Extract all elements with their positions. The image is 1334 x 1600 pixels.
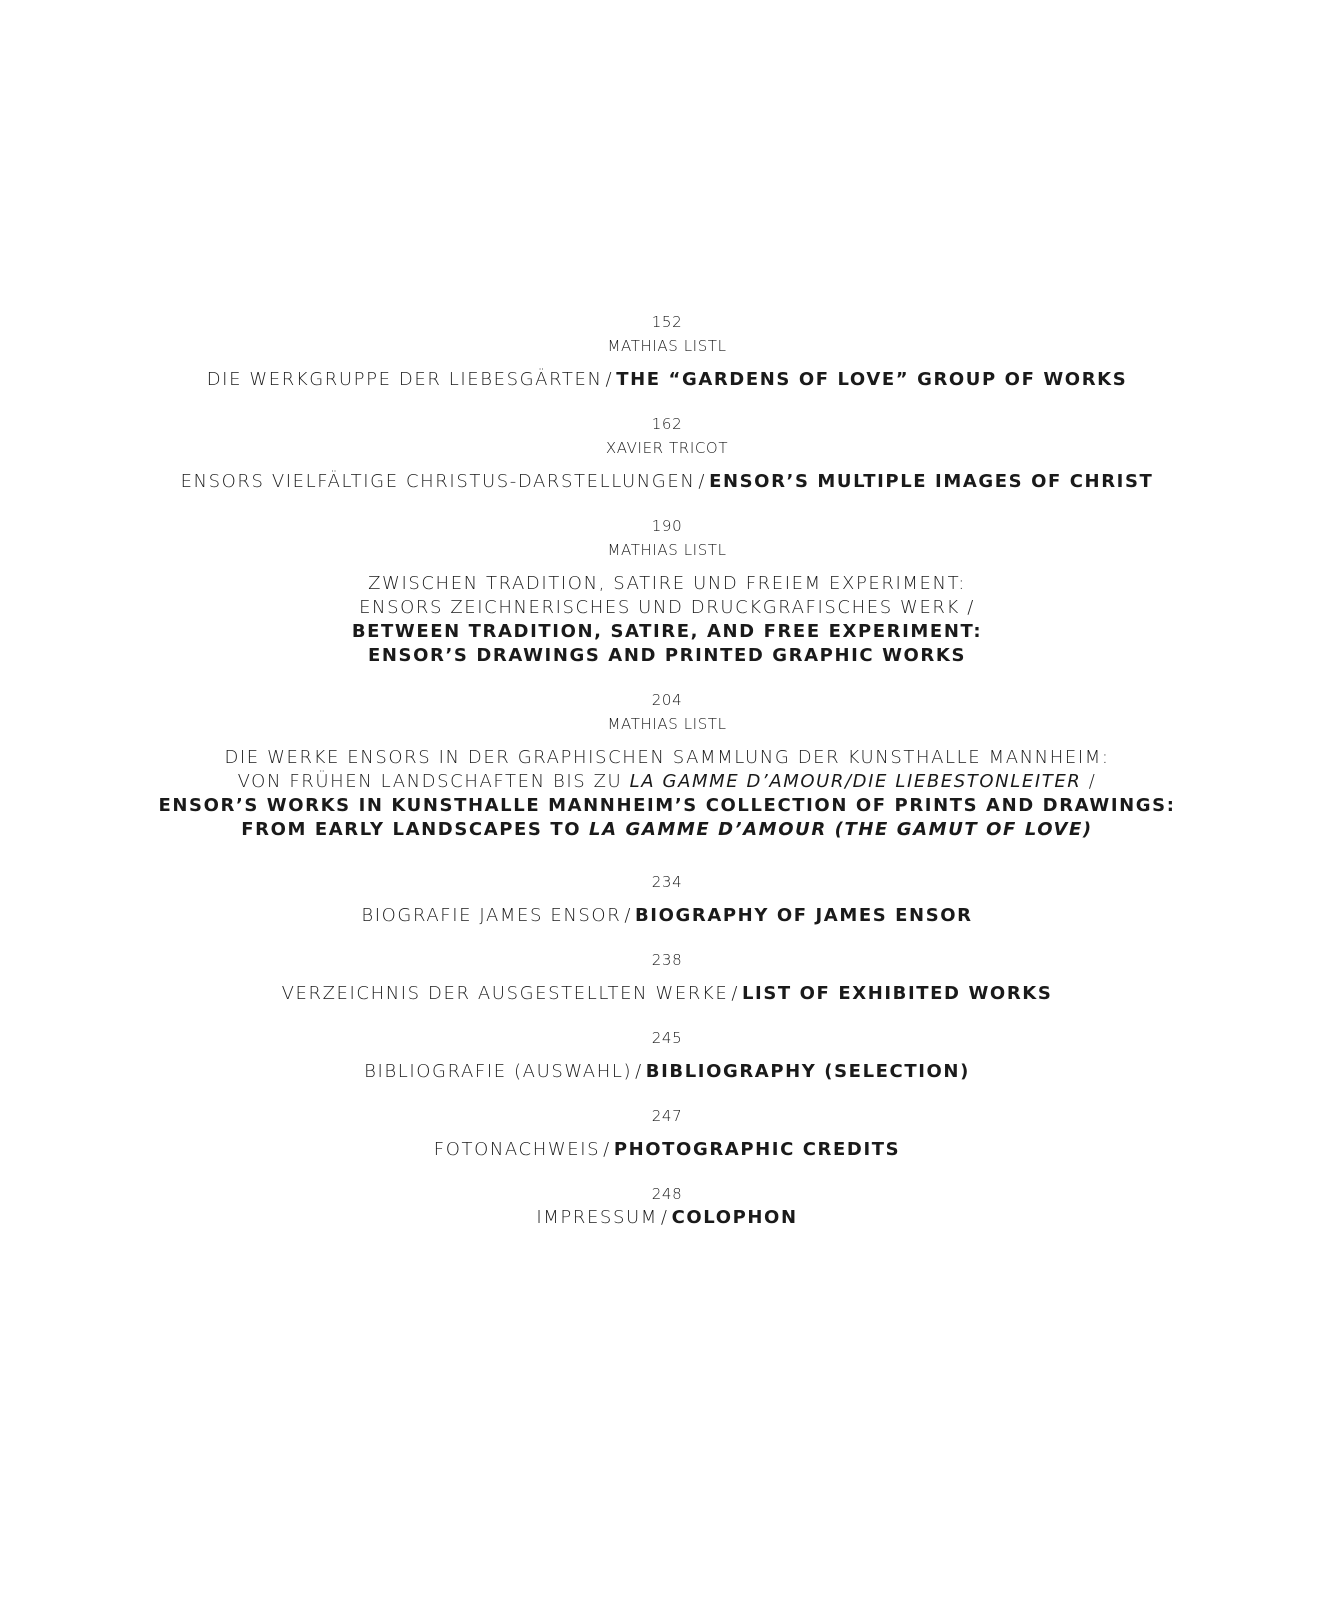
title-german: BIBLIOGRAFIE (AUSWAHL) bbox=[364, 1061, 633, 1082]
page-number: 152 bbox=[651, 313, 683, 331]
author-name: MATHIAS LISTL bbox=[607, 715, 727, 733]
title-english: LIST OF EXHIBITED WORKS bbox=[741, 983, 1053, 1004]
entry-title bbox=[0, 368, 1334, 392]
title-english: BIOGRAPHY OF JAMES ENSOR bbox=[634, 905, 973, 926]
title-german-line-1: DIE WERKE ENSORS IN DER GRAPHISCHEN SAMMLUNG DER KUNSTHALLE MANNHEIM: bbox=[224, 747, 1110, 768]
title-separator: / bbox=[731, 983, 739, 1004]
title-english: THE “GARDENS OF LOVE” GROUP OF WORKS bbox=[616, 369, 1128, 390]
title-english-line-1: ENSOR’S WORKS IN KUNSTHALLE MANNHEIM’S COLLECTION OF PRINTS AND DRAWINGS: bbox=[158, 795, 1176, 816]
title-english-line-2 bbox=[0, 818, 1334, 842]
title-german-line-2: ENSORS ZEICHNERISCHES UND DRUCKGRAFISCHES WERK / bbox=[359, 597, 975, 618]
page-number: 204 bbox=[651, 691, 683, 709]
title-english: PHOTOGRAPHIC CREDITS bbox=[613, 1139, 901, 1160]
title-german-line-2-italic: LA GAMME D’AMOUR/DIE LIEBESTONLEITER bbox=[629, 771, 1082, 792]
entry-title bbox=[0, 982, 1334, 1006]
title-english-line-1: BETWEEN TRADITION, SATIRE, AND FREE EXPERIMENT: bbox=[351, 621, 983, 642]
page-number: 248 bbox=[651, 1185, 683, 1203]
title-german: BIOGRAFIE JAMES ENSOR bbox=[361, 905, 622, 926]
title-english: COLOPHON bbox=[671, 1207, 798, 1228]
page-number: 238 bbox=[651, 951, 683, 969]
toc-entry-190 bbox=[0, 514, 1334, 668]
title-separator: / bbox=[603, 1139, 611, 1160]
title-german: ENSORS VIELFÄLTIGE CHRISTUS-DARSTELLUNGEN bbox=[180, 471, 696, 492]
title-german-line-2 bbox=[0, 770, 1334, 794]
entry-title bbox=[0, 746, 1334, 842]
toc-entry-245 bbox=[0, 1026, 1334, 1084]
entry-title bbox=[0, 1060, 1334, 1084]
title-english: ENSOR’S MULTIPLE IMAGES OF CHRIST bbox=[709, 471, 1154, 492]
title-separator: / bbox=[660, 1207, 669, 1228]
title-german: VERZEICHNIS DER AUSGESTELLTEN WERKE bbox=[281, 983, 729, 1004]
title-german: DIE WERKGRUPPE DER LIEBESGÄRTEN bbox=[206, 369, 603, 390]
title-german: FOTONACHWEIS bbox=[433, 1139, 601, 1160]
toc-entry-238 bbox=[0, 948, 1334, 1006]
title-english-line-2-italic: LA GAMME D’AMOUR (THE GAMUT OF LOVE) bbox=[589, 819, 1093, 840]
page-number: 247 bbox=[651, 1107, 683, 1125]
title-separator: / bbox=[635, 1061, 643, 1082]
title-german-line-1: ZWISCHEN TRADITION, SATIRE UND FREIEM EXPERIMENT: bbox=[368, 573, 966, 594]
entry-title bbox=[0, 572, 1334, 668]
title-separator: / bbox=[698, 471, 707, 492]
title-english-line-2: ENSOR’S DRAWINGS AND PRINTED GRAPHIC WORKS bbox=[367, 645, 967, 666]
title-separator: / bbox=[605, 369, 614, 390]
toc-entry-234 bbox=[0, 870, 1334, 928]
toc-entry-152 bbox=[0, 310, 1334, 392]
toc-entry-247 bbox=[0, 1104, 1334, 1162]
toc-entry-162 bbox=[0, 412, 1334, 494]
title-german-line-2-end: / bbox=[1081, 771, 1097, 792]
entry-title bbox=[0, 1138, 1334, 1162]
title-german-line-2-text: VON FRÜHEN LANDSCHAFTEN BIS ZU bbox=[237, 771, 630, 792]
title-separator: / bbox=[624, 905, 632, 926]
page-number: 162 bbox=[651, 415, 683, 433]
entry-title bbox=[0, 1206, 1334, 1230]
table-of-contents bbox=[0, 310, 1334, 1230]
page-number: 245 bbox=[651, 1029, 683, 1047]
author-name: MATHIAS LISTL bbox=[607, 337, 727, 355]
title-english-line-2-text: FROM EARLY LANDSCAPES TO bbox=[241, 819, 590, 840]
toc-entry-204 bbox=[0, 688, 1334, 842]
entry-title bbox=[0, 904, 1334, 928]
page-number: 234 bbox=[651, 873, 683, 891]
title-german: IMPRESSUM bbox=[536, 1207, 658, 1228]
page-number: 190 bbox=[651, 517, 683, 535]
entry-title bbox=[0, 470, 1334, 494]
author-name: MATHIAS LISTL bbox=[607, 541, 727, 559]
author-name: XAVIER TRICOT bbox=[605, 439, 729, 457]
title-english: BIBLIOGRAPHY (SELECTION) bbox=[645, 1061, 970, 1082]
toc-entry-248 bbox=[0, 1182, 1334, 1230]
